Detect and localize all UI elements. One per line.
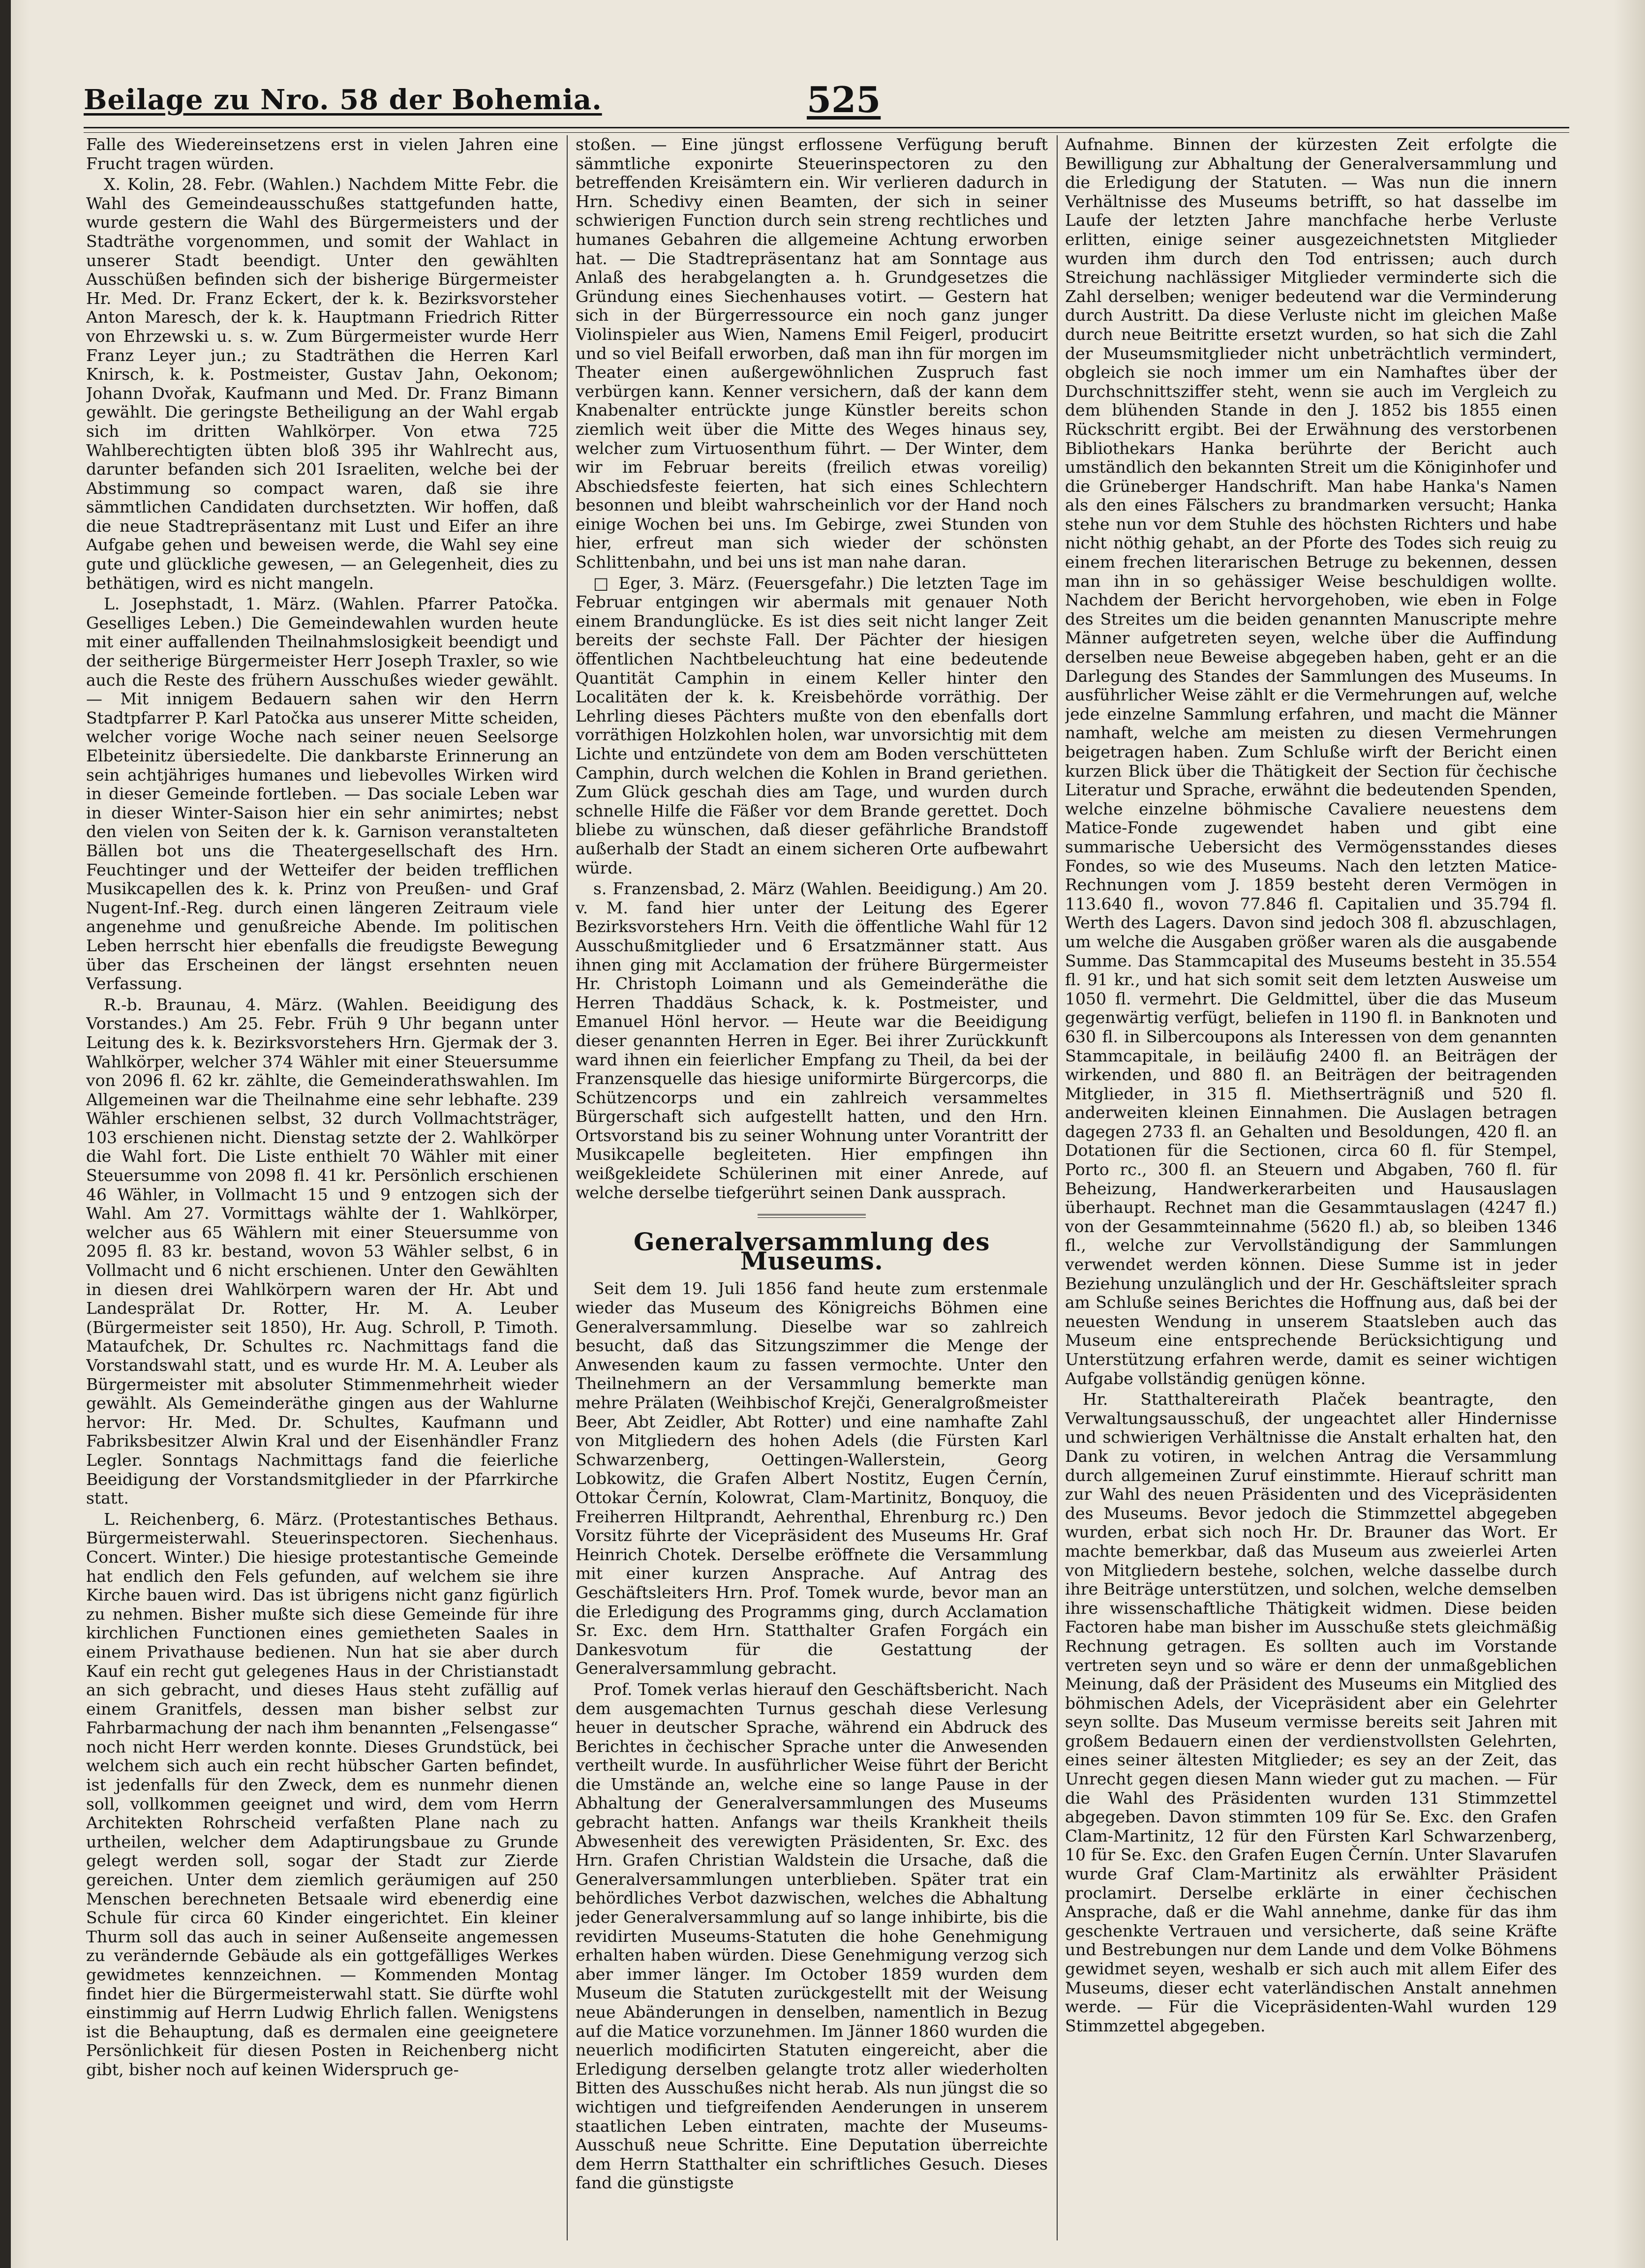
column-3	[1065, 135, 1557, 2240]
article-reichenberg: L. Reichenberg, 6. März. (Protestantisches Bethaus. Bürgermeisterwahl. Steuerinspectoren. Siechenhaus. Concert. Winter.) Die hiesige protestantische Gemeinde hat endlich den Fels gefunden, auf welchem sie ihre Kirche bauen wird. Das ist übrigens nicht ganz figürlich zu nehmen. Bisher mußte sich diese Gemeinde für ihre kirchlichen Functionen eines gemietheten Saales in einem Privathause bedienen. Nun hat sie aber durch Kauf ein recht gut gelegenes Haus in der Christianstadt an sich gebracht, und dieses Haus steht zufällig auf einem Granitfels, dessen man bisher selbst zur Fahrbarmachung der nach ihm benannten „Felsengasse“ noch nicht Herr werden konnte. Dieses Grundstück, bei welchem sich auch ein recht hübscher Garten befindet, ist jedenfalls für den Zweck, dem es nunmehr dienen soll, vollkommen geeignet und wird, dem vom Herrn Architekten Rohrscheid verfaßten Plane nach zu urtheilen, welcher dem Adaptirungsbaue zu Grunde gelegt werden soll, sogar der Stadt zur Zierde gereichen. Unter dem ziemlich geräumigen auf 250 Menschen berechneten Betsaale wird ebenerdig eine Schule für circa 60 Kinder eingerichtet. Ein kleiner Thurm soll das auch in seiner Außenseite angemessen zu verändernde Gebäude als ein gottgefälliges Werkes gewidmetes kennzeichnen. — Kommenden Montag findet hier die Bürgermeisterwahl statt. Sie dürfte wohl einstimmig auf Herrn Ludwig Ehrlich fallen. Wenigstens ist die Behauptung, daß es dermalen eine geeignetere Persönlichkeit für diesen Posten in Reichenberg nicht gibt, bisher noch auf keinen Widerspruch ge-	[86, 1509, 558, 2079]
column-divider	[567, 135, 568, 2240]
column-2	[576, 135, 1048, 2240]
page-binding-edge	[0, 0, 11, 2268]
article-museum-election: Hr. Statthaltereirath Plaček beantragte, den Verwaltungsausschuß, der ungeachtet aller Hindernisse und schwierigen Verhältnisse die Anstalt erhalten hat, den Dank zu votiren, in welchen Antrag die Versammlung durch allgemeinen Zuruf einstimmte. Hierauf schritt man zur Wahl des neuen Präsidenten und des Vicepräsidenten des Museums. Bevor jedoch die Stimmzettel abgegeben wurden, erbat sich noch Hr. Dr. Brauner das Wort. Er machte bemerkbar, daß das Museum aus zweierlei Arten von Mitgliedern bestehe, solchen, welche dasselbe durch ihre Beiträge unterstützen, und solchen, welche demselben ihre wissenschaftliche Thätigkeit widmen. Diese beiden Factoren habe man bisher im Ausschuße stets gleichmäßig Rechnung getragen. Es sollten auch im Vorstande vertreten seyn und so wäre er denn der unmaßgeblichen Meinung, daß der Präsident des Museums ein Mitglied des böhmischen Adels, der Vicepräsident aber ein Gelehrter seyn sollte. Das Museum vermisse bereits seit Jahren mit großem Bedauern einen der verdienstvollsten Gelehrten, eines seiner ältesten Mitglieder; es sey an der Zeit, das Unrecht gegen diesen Mann wieder gut zu machen. — Für die Wahl des Präsidenten wurden 131 Stimmzettel abgegeben. Davon stimmten 109 für Se. Exc. den Grafen Clam-Martinitz, 12 für den Fürsten Karl Schwarzenberg, 10 für Se. Exc. den Grafen Eugen Černín. Unter Slavarufen wurde Graf Clam-Martinitz als erwählter Präsident proclamirt. Derselbe erklärte in einer čechischen Ansprache, daß er die Wahl annehme, danke für das ihm geschenkte Vertrauen und versicherte, daß seine Kräfte und Bestrebungen nur dem Lande und dem Volke Böhmens gewidmet seyen, weshalb er sich auch mit allem Eifer des Museums, dieser echt vaterländischen Anstalt annehmen werde. — Für die Vicepräsidenten-Wahl wurden 129 Stimmzettel abgegeben.	[1065, 1390, 1557, 2035]
header-rule	[84, 127, 1569, 133]
article-eger: □ Eger, 3. März. (Feuersgefahr.) Die letzten Tage im Februar entgingen wir abermals mit genauer Noth einem Brandunglücke. Es ist dies seit nicht langer Zeit bereits der sechste Fall. Der Pächter der hiesigen öffentlichen Nachtbeleuchtung hat eine bedeutende Quantität Camphin in einem Keller hinter den Localitäten der k. k. Kreisbehörde vorräthig. Der Lehrling dieses Pächters mußte von den ebenfalls dort vorräthigen Holzkohlen holen, war unvorsichtig mit dem Lichte und entzündete von dem am Boden verschütteten Camphin, durch welchen die Kohlen in Brand geriethen. Zum Glück geschah dies am Tage, und wurden durch schnelle Hilfe die Fäßer vor dem Brande gerettet. Doch bliebe zu wünschen, daß dieser gefährliche Brandstoff außerhalb der Stadt an einem sicheren Orte aufbewahrt würde.	[576, 573, 1048, 877]
page-number: 525	[807, 79, 881, 121]
section-separator	[758, 1214, 866, 1218]
article-kolin: X. Kolin, 28. Febr. (Wahlen.) Nachdem Mitte Febr. die Wahl des Gemeindeausschußes stattgefunden hatte, wurde gestern die Wahl des Bürgermeisters und der Stadträthe vorgenommen, und somit der Wahlact in unserer Stadt beendigt. Unter den gewählten Ausschüßen befinden sich der bisherige Bürgermeister Hr. Med. Dr. Franz Eckert, der k. k. Bezirksvorsteher Anton Maresch, der k. k. Hauptmann Friedrich Ritter von Ehrzewski u. s. w. Zum Bürgermeister wurde Herr Franz Leyer jun.; zu Stadträthen die Herren Karl Knirsch, k. k. Postmeister, Gustav Jahn, Oekonom; Johann Dvořak, Kaufmann und Med. Dr. Franz Bimann gewählt. Die geringste Betheiligung an der Wahl ergab sich im dritten Wahlkörper. Von etwa 725 Wahlberechtigten übten bloß 395 ihr Wahlrecht aus, darunter befanden sich 201 Israeliten, welche bei der Abstimmung so compact waren, daß sie ihre sämmtlichen Candidaten durchsetzten. Wir hoffen, daß die neue Stadtrepräsentanz mit Lust und Eifer an ihre Aufgabe gehen und beweisen werde, die Wahl sey eine gute und glückliche gewesen, — an Gelegenheit, dies zu bethätigen, wird es nicht mangeln.	[86, 175, 558, 593]
article-museum-intro: Seit dem 19. Juli 1856 fand heute zum erstenmale wieder das Museum des Königreichs Böhmen eine Generalversammlung. Dieselbe war so zahlreich besucht, daß das Sitzungszimmer die Menge der Anwesenden kaum zu fassen vermochte. Unter den Theilnehmern an der Versammlung bemerkte man mehre Prälaten (Weihbischof Krejči, Generalgroßmeister Beer, Abt Zeidler, Abt Rotter) und eine namhafte Zahl von Mitgliedern des hohen Adels (die Fürsten Karl Schwarzenberg, Oettingen-Wallerstein, Georg Lobkowitz, die Grafen Albert Nostitz, Eugen Černín, Ottokar Černín, Kolowrat, Clam-Martinitz, Bonquoy, die Freiherren Hiltprandt, Aehrenthal, Ehrenburg rc.) Den Vorsitz führte der Vicepräsident des Museums Hr. Graf Heinrich Chotek. Derselbe eröffnete die Versammlung mit einer kurzen Ansprache. Auf Antrag des Geschäftsleiters Hrn. Prof. Tomek wurde, bevor man an die Erledigung des Programms ging, durch Acclamation Sr. Exc. dem Hrn. Statthalter Grafen Forgách ein Dankesvotum für die Gestattung der Generalversammlung gebracht.	[576, 1279, 1048, 1678]
article-franzensbad: s. Franzensbad, 2. März (Wahlen. Beeidigung.) Am 20. v. M. fand hier unter der Leitung des Egerer Bezirksvorstehers Hrn. Veith die öffentliche Wahl für 12 Ausschußmitglieder und 6 Ersatzmänner statt. Aus ihnen ging mit Acclamation der frühere Bürgermeister Hr. Christoph Loimann und als Gemeinderäthe die Herren Thaddäus Schack, k. k. Postmeister, und Emanuel Hönl hervor. — Heute war die Beeidigung dieser genannten Herren in Eger. Bei ihrer Zurückkunft ward ihnen ein feierlicher Empfang zu Theil, da bei der Franzensquelle das hiesige uniformirte Bürgercorps, die Schützencorps und ein zahlreich versammeltes Bürgerschaft sich aufgestellt hatten, und den Hrn. Ortsvorstand bis zu seiner Wohnung unter Vorantritt der Musikcapelle begleiteten. Hier empfingen ihn weißgekleidete Schülerinen mit einer Anrede, auf welche derselbe tiefgerührt seinen Dank aussprach.	[576, 879, 1048, 1202]
article-josephstadt: L. Josephstadt, 1. März. (Wahlen. Pfarrer Patočka. Geselliges Leben.) Die Gemeindewahlen wurden heute mit einer auffallenden Theilnahmslosigkeit beendigt und der seitherige Bürgermeister Herr Joseph Traxler, so wie auch die Reste des frühern Ausschußes wieder gewählt. — Mit innigem Bedauern sahen wir den Herrn Stadtpfarrer P. Karl Patočka aus unserer Mitte scheiden, welcher vorige Woche nach seiner neuen Seelsorge Elbeteinitz übersiedelte. Die dankbarste Erinnerung an sein achtjähriges humanes und liebevolles Wirken wird in dieser Gemeinde fortleben. — Das sociale Leben war in dieser Winter-Saison hier ein sehr animirtes; nebst den vielen von Seiten der k. k. Garnison veranstalteten Bällen bot uns die Theatergesellschaft des Hrn. Feuchtinger und der Wetteifer der beiden trefflichen Musikcapellen des k. k. Prinz von Preußen- und Graf Nugent-Inf.-Reg. durch einen längeren Zeitraum viele angenehme und genußreiche Abende. Im politischen Leben herrscht hier ebenfalls die freudigste Bewegung über das Erscheinen der längst ersehnten neuen Verfassung.	[86, 594, 558, 994]
paragraph: stoßen. — Eine jüngst erflossene Verfügung beruft sämmtliche exponirte Steuerinspectoren zu den betreffenden Kreisämtern ein. Wir verlieren dadurch in Hrn. Schedivy einen Beamten, der sich in seiner schwierigen Function durch sein streng rechtliches und humanes Gebahren die allgemeine Achtung erworben hat. — Die Stadtrepräsentanz hat am Sonntage aus Anlaß des herabgelangten a. h. Grundgesetzes die Gründung eines Siechenhauses votirt. — Gestern hat sich in der Bürgerressource ein noch ganz junger Violinspieler aus Wien, Namens Emil Feigerl, producirt und so viel Beifall erworben, daß man ihn für morgen im Theater einen außergewöhnlichen Zuspruch fast verbürgen kann. Kenner versichern, daß der kann dem Knabenalter entrückte junge Künstler bereits schon ziemlich weit über die Mitte des Weges hinaus sey, welcher zum Virtuosenthum führt. — Der Winter, dem wir im Februar bereits (freilich etwas voreilig) Abschiedsfeste feierten, hat sich eines Schlechtern besonnen und bleibt wahrscheinlich vor der Hand noch einige Wochen bei uns. Im Gebirge, zwei Stunden von hier, erfreut man sich wieder der schönsten Schlittenbahn, und bei uns ist man nahe daran.	[576, 135, 1048, 572]
paragraph: Aufnahme. Binnen der kürzesten Zeit erfolgte die Bewilligung zur Abhaltung der Generalversammlung und die Erledigung der Statuten. — Was nun die innern Verhältnisse des Museums betrifft, so hat dasselbe im Laufe der letzten Jahre manchfache herbe Verluste erlitten, einige seiner ausgezeichnetsten Mitglieder wurden ihm durch den Tod entrissen; auch durch Streichung nachlässiger Mitglieder verminderte sich die Zahl derselben; weniger bedeutend war die Verminderung durch Austritt. Da diese Verluste nicht im gleichen Maße durch neue Beitritte ersetzt wurden, so hat sich die Zahl der Museumsmitglieder nicht unbeträchtlich vermindert, obgleich sie noch immer um ein Namhaftes über der Durchschnittsziffer steht, wenn sie auch im Vergleich zu dem blühenden Stande in den J. 1852 bis 1855 einen Rückschritt ergibt. Bei der Erwähnung des verstorbenen Bibliothekars Hanka berührte der Bericht auch umständlich den bekannten Streit um die Königinhofer und die Grüneberger Handschrift. Man habe Hanka's Namen als den eines Fälschers zu brandmarken versucht; Hanka stehe nun vor dem Stuhle des höchsten Richters und habe nicht nöthig gehabt, an der Pforte des Todes sich reuig zu einem frechen literarischen Betruge zu bekennen, dessen man ihn in so gehässiger Weise beschuldigen wollte. Nachdem der Bericht hervorgehoben, wie eben in Folge des Streites um die beiden genannten Manuscripte mehre Männer aufgetreten seyen, welche über die Auffindung derselben neue Beweise abgegeben haben, geht er an die Darlegung des Standes der Sammlungen des Museums. In ausführlicher Weise zählt er die Vermehrungen auf, welche jede einzelne Sammlung erfahren, und macht die Männer namhaft, welche am meisten zu diesen Vermehrungen beigetragen haben. Zum Schluße wirft der Bericht einen kurzen Blick über die Thätigkeit der Section für čechische Literatur und Sprache, erwähnt die bedeutenden Spenden, welche einzelne böhmische Cavaliere neuestens dem Matice-Fonde zugewendet haben und gibt eine summarische Uebersicht des Vermögensstandes dieses Fondes, so wie des Museums. Nach den letzten Matice-Rechnungen vom J. 1859 besteht deren Vermögen in 113.640 fl., wovon 77.846 fl. Capitalien und 35.794 fl. Werth des Lagers. Davon sind jedoch 308 fl. abzuschlagen, um welche die Ausgaben größer waren als die ausgabende Summe. Das Stammcapital des Museums besteht in 35.554 fl. 91 kr., und hat sich somit seit dem letzten Ausweise um 1050 fl. vermehrt. Die Geldmittel, über die das Museum gegenwärtig verfügt, beliefen in 1190 fl. in Banknoten und 630 fl. in Silbercoupons als Interessen von dem genannten Stammcapitale, in beiläufig 2400 fl. an Beiträgen der wirkenden, und 880 fl. an Beiträgen der beitragenden Mitglieder, in 315 fl. Miethserträgniß und 520 fl. anderweiten kleinen Einnahmen. Die Auslagen betragen dagegen 2733 fl. an Gehalten und Besoldungen, 420 fl. an Dotationen für die Sectionen, circa 60 fl. für Stempel, Porto rc., 300 fl. an Steuern und Abgaben, 760 fl. für Beheizung, Handwerkerarbeiten und Hausauslagen überhaupt. Rechnet man die Gesammtauslagen (4247 fl.) von der Gesammteinnahme (5620 fl.) ab, so bleiben 1346 fl., welche zur Vervollständigung der Sammlungen verwendet werden können. Diese Summe ist in jeder Beziehung unzulänglich und der Hr. Geschäftsleiter sprach am Schluße seines Berichtes die Hoffnung aus, daß bei der neuesten Wendung in unserem Staatsleben auch das Museum eine entsprechende Berücksichtigung und Unterstützung erfahren werde, damit es seiner wichtigen Aufgabe vollständig genügen könne.	[1065, 135, 1557, 1388]
supplement-title: Beilage zu Nro. 58 der Bohemia.	[84, 84, 602, 116]
column-1	[86, 135, 558, 2240]
article-braunau: R.-b. Braunau, 4. März. (Wahlen. Beeidigung des Vorstandes.) Am 25. Febr. Früh 9 Uhr begann unter Leitung des k. k. Bezirksvorstehers Hrn. Gjermak der 3. Wahlkörper, welcher 374 Wähler mit einer Steuersumme von 2096 fl. 62 kr. zählte, die Gemeinderathswahlen. Im Allgemeinen war die Theilnahme eine sehr lebhafte. 239 Wähler erschienen selbst, 32 durch Vollmachtsträger, 103 erschienen nicht. Dienstag setzte der 2. Wahlkörper die Wahl fort. Die Liste enthielt 70 Wähler mit einer Steuersumme von 2098 fl. 41 kr. Persönlich erschienen 46 Wähler, in Vollmacht 15 und 9 entzogen sich der Wahl. Am 27. Vormittags wählte der 1. Wahlkörper, welcher aus 65 Wählern mit einer Steuersumme von 2095 fl. 83 kr. bestand, wovon 53 Wähler selbst, 6 in Vollmacht und 6 nicht erschienen. Unter den Gewählten in diesen drei Wahlkörpern waren der Hr. Abt und Landesprälat Dr. Rotter, Hr. M. A. Leuber (Bürgermeister seit 1850), Hr. Aug. Schroll, P. Timoth. Mataufchek, Dr. Schultes rc. Nachmittags fand die Vorstandswahl statt, und es wurde Hr. M. A. Leuber als Bürgermeister mit absoluter Stimmenmehrheit wieder gewählt. Als Gemeinderäthe gingen aus der Wahlurne hervor: Hr. Med. Dr. Schultes, Kaufmann und Fabriksbesitzer Alwin Kral und der Eisenhändler Franz Legler. Sonntags Nachmittags fand die feierliche Beeidigung der Vorstandsmitglieder in der Pfarrkirche statt.	[86, 995, 558, 1508]
article-museum-report: Prof. Tomek verlas hierauf den Geschäftsbericht. Nach dem ausgemachten Turnus geschah diese Verlesung heuer in deutscher Sprache, während ein Abdruck des Berichtes in čechischer Sprache unter die Anwesenden vertheilt wurde. In ausführlicher Weise führt der Bericht die Umstände an, welche eine so lange Pause in der Abhaltung der Generalversammlungen des Museums gebracht hatten. Anfangs war theils Krankheit theils Abwesenheit des verewigten Präsidenten, Sr. Exc. des Hrn. Grafen Christian Waldstein die Ursache, daß die Generalversammlungen unterblieben. Später trat ein behördliches Verbot dazwischen, welches die Abhaltung jeder Generalversammlung auf so lange inhibirte, bis die revidirten Museums-Statuten die hohe Genehmigung erhalten haben würden. Diese Genehmigung verzog sich aber immer länger. Im October 1859 wurden dem Museum die Statuten zurückgestellt mit der Weisung neue Abänderungen in denselben, namentlich in Bezug auf die Matice vorzunehmen. Im Jänner 1860 wurden die neuerlich modificirten Statuten eingereicht, aber die Erledigung derselben gelangte trotz aller wiederholten Bitten des Ausschußes nicht herab. Als nun jüngst die so wichtigen und tiefgreifenden Aenderungen in unserem staatlichen Leben eintraten, machte der Museums-Ausschuß neue Schritte. Eine Deputation überreichte dem Herrn Statthalter ein schriftliches Gesuch. Dieses fand die günstigste	[576, 1679, 1048, 2193]
page-header	[84, 79, 1569, 123]
column-divider	[1057, 135, 1058, 2240]
section-heading: Generalversammlung des Museums.	[634, 1227, 990, 1275]
paragraph: Falle des Wiedereinsetzens erst in vielen Jahren eine Frucht tragen würden.	[86, 135, 558, 173]
